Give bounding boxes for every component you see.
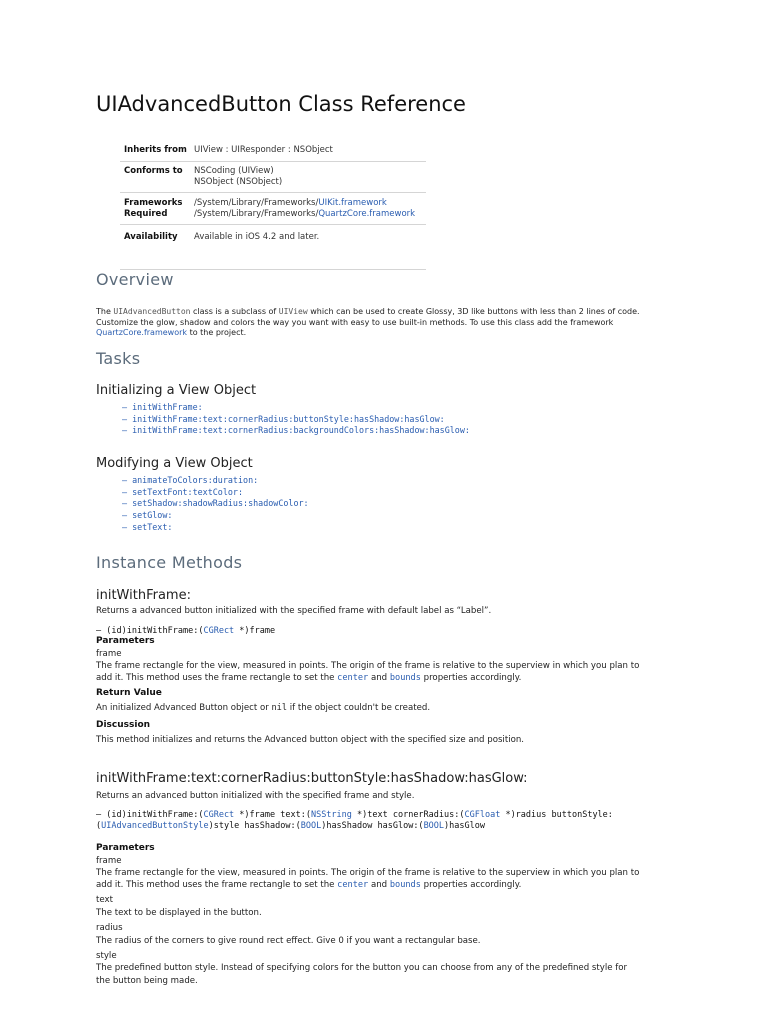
- sig-text: *)text cornerRadius:(: [351, 810, 465, 820]
- task-link[interactable]: setShadow:shadowRadius:shadowColor:: [132, 498, 309, 509]
- method-signature-line-1: [96, 810, 613, 820]
- method-signature: [96, 626, 275, 636]
- task-item[interactable]: [122, 475, 309, 487]
- uikit-framework-link[interactable]: UIKit.framework: [318, 198, 387, 208]
- task-item[interactable]: [122, 487, 309, 499]
- sig-text: – (id)initWithFrame:(: [96, 810, 204, 820]
- param-desc-line-1: The frame rectangle for the view, measured in points. The origin of the frame is relative to the superview in which you plan to: [96, 868, 640, 878]
- dash: –: [122, 425, 128, 436]
- sig-text: (: [96, 821, 102, 831]
- type-link-uiadvancedbuttonstyle[interactable]: UIAdvancedButtonStyle: [101, 821, 209, 831]
- method-signature-line-2: [96, 821, 485, 831]
- required-label: Required: [124, 209, 168, 219]
- type-link-bool[interactable]: BOOL: [300, 821, 322, 831]
- desc-text: and: [368, 880, 390, 890]
- task-link[interactable]: setText:: [132, 521, 173, 532]
- desc-text: properties accordingly.: [420, 673, 522, 683]
- return-value-text: [96, 702, 430, 715]
- bounds-property-link[interactable]: bounds: [389, 673, 421, 683]
- method-summary: Returns a advanced button initialized with the specified frame with default label as “Label”.: [96, 606, 492, 616]
- param-name-text: text: [96, 895, 113, 905]
- overview-paragraph-line-3: [96, 327, 246, 338]
- task-list-modify: [122, 475, 309, 534]
- availability-value: Available in iOS 4.2 and later.: [194, 232, 320, 242]
- frameworks-label: Frameworks: [124, 198, 183, 208]
- dash: –: [122, 402, 128, 412]
- inherits-value-link[interactable]: UIView : UIResponder : NSObject: [194, 145, 333, 155]
- type-link-cgfloat[interactable]: CGFloat: [464, 810, 501, 820]
- discussion-label: Discussion: [96, 720, 151, 730]
- param-name-frame: frame: [96, 649, 122, 659]
- dash: –: [122, 486, 128, 497]
- quartzcore-framework-link[interactable]: QuartzCore.framework: [318, 209, 416, 219]
- tasks-heading: Tasks: [96, 349, 141, 368]
- sig-text: *)frame text:(: [234, 810, 311, 820]
- param-desc-line-1: The frame rectangle for the view, measured in points. The origin of the frame is relative to the superview in which you plan to: [96, 661, 640, 671]
- spec-divider: [120, 161, 426, 162]
- param-name-frame: frame: [96, 856, 122, 866]
- code-uiadvancedbutton: UIAdvancedButton: [113, 307, 191, 316]
- task-item[interactable]: [122, 498, 309, 510]
- task-item[interactable]: [122, 510, 309, 522]
- overview-text: to the project.: [187, 328, 247, 337]
- overview-paragraph-line-1: [96, 306, 640, 317]
- task-link[interactable]: initWithFrame:text:cornerRadius:backgroundColors:hasShadow:hasGlow:: [132, 425, 470, 436]
- type-link-nsstring[interactable]: NSString: [310, 810, 352, 820]
- dash: –: [122, 413, 128, 424]
- conforms-link-nscoding[interactable]: NSCoding (UIView): [194, 166, 274, 176]
- dash: –: [122, 521, 128, 532]
- overview-text: class is a subclass of: [190, 307, 279, 316]
- sig-text: )hasGlow: [444, 821, 485, 831]
- method-name-initwithframe: initWithFrame:: [96, 588, 191, 603]
- availability-label: Availability: [124, 232, 178, 242]
- parameters-label: Parameters: [96, 636, 155, 646]
- dash: –: [122, 475, 128, 485]
- sig-text: – (id)initWithFrame:(: [96, 626, 204, 636]
- task-item[interactable]: [122, 414, 470, 426]
- spec-divider: [120, 192, 426, 193]
- overview-paragraph-line-2: Customize the glow, shadow and colors the way you want with easy to use built-in methods. To use this class add the framework: [96, 318, 614, 327]
- task-item[interactable]: [122, 522, 309, 534]
- overview-heading: Overview: [96, 270, 174, 289]
- method-name-initwithframe-text-style: initWithFrame:text:cornerRadius:buttonStyle:hasShadow:hasGlow:: [96, 771, 528, 786]
- spec-divider: [120, 224, 426, 225]
- dash: –: [122, 498, 128, 509]
- discussion-text: This method initializes and returns the Advanced button object with the specified size and position.: [96, 735, 525, 745]
- type-link-bool[interactable]: BOOL: [423, 821, 445, 831]
- param-desc-style-line-1: The predefined button style. Instead of specifying colors for the button you can choose from any of the predefined style for: [96, 963, 628, 973]
- overview-text: which can be used to create Glossy, 3D like buttons with less than 2 lines of code.: [307, 307, 640, 316]
- conforms-link-nsobject[interactable]: NSObject (NSObject): [194, 177, 283, 187]
- sig-text: *)frame: [234, 626, 276, 636]
- task-list-init: [122, 402, 470, 437]
- framework-row-quartzcore: [194, 209, 415, 220]
- desc-text: add it. This method uses the frame rectangle to set the: [96, 880, 338, 890]
- param-desc-line-2: [96, 672, 521, 685]
- desc-text: add it. This method uses the frame rectangle to set the: [96, 673, 338, 683]
- sig-text: *)radius buttonStyle:: [500, 810, 613, 820]
- task-link[interactable]: animateToColors:duration:: [132, 475, 259, 485]
- param-name-style: style: [96, 951, 117, 961]
- param-desc-radius: The radius of the corners to give round rect effect. Give 0 if you want a rectangular base.: [96, 936, 481, 946]
- code-uiview: UIView: [278, 307, 308, 316]
- task-link[interactable]: setGlow:: [132, 510, 173, 521]
- page-title: UIAdvancedButton Class Reference: [96, 92, 466, 116]
- return-text: if the object couldn't be created.: [287, 703, 431, 713]
- type-link-cgrect[interactable]: CGRect: [203, 810, 235, 820]
- parameters-label: Parameters: [96, 843, 155, 853]
- method-summary: Returns an advanced button initialized with the specified frame and style.: [96, 791, 415, 801]
- task-item[interactable]: [122, 402, 470, 414]
- framework-row-uikit: [194, 198, 387, 209]
- framework-path: /System/Library/Frameworks/: [194, 209, 319, 219]
- instance-methods-heading: Instance Methods: [96, 553, 243, 572]
- bounds-property-link[interactable]: bounds: [389, 880, 421, 890]
- return-value-label: Return Value: [96, 688, 162, 698]
- task-link[interactable]: setTextFont:textColor:: [132, 486, 244, 497]
- sig-text: )style hasShadow:(: [208, 821, 301, 831]
- conforms-label: Conforms to: [124, 166, 183, 176]
- sig-text: )hasShadow hasGlow:(: [321, 821, 424, 831]
- param-desc-line-2: [96, 879, 521, 892]
- param-name-radius: radius: [96, 923, 123, 933]
- type-link-cgrect[interactable]: CGRect: [203, 626, 235, 636]
- modify-section-heading: Modifying a View Object: [96, 456, 253, 471]
- center-property-link[interactable]: center: [337, 673, 369, 683]
- task-link[interactable]: initWithFrame:text:cornerRadius:buttonStyle:hasShadow:hasGlow:: [132, 413, 445, 424]
- task-link[interactable]: initWithFrame:: [132, 402, 203, 412]
- code-nil: nil: [271, 703, 288, 713]
- return-text: An initialized Advanced Button object or: [96, 703, 272, 713]
- task-item[interactable]: [122, 425, 470, 437]
- inherits-label: Inherits from: [124, 145, 187, 155]
- quartzcore-framework-link[interactable]: QuartzCore.framework: [96, 328, 188, 337]
- param-desc-style-line-2: the button being made.: [96, 976, 198, 986]
- dash: –: [122, 510, 128, 521]
- desc-text: properties accordingly.: [420, 880, 522, 890]
- init-section-heading: Initializing a View Object: [96, 383, 257, 398]
- center-property-link[interactable]: center: [337, 880, 369, 890]
- overview-text: The: [96, 307, 114, 316]
- framework-path: /System/Library/Frameworks/: [194, 198, 319, 208]
- param-desc-text: The text to be displayed in the button.: [96, 908, 262, 918]
- desc-text: and: [368, 673, 390, 683]
